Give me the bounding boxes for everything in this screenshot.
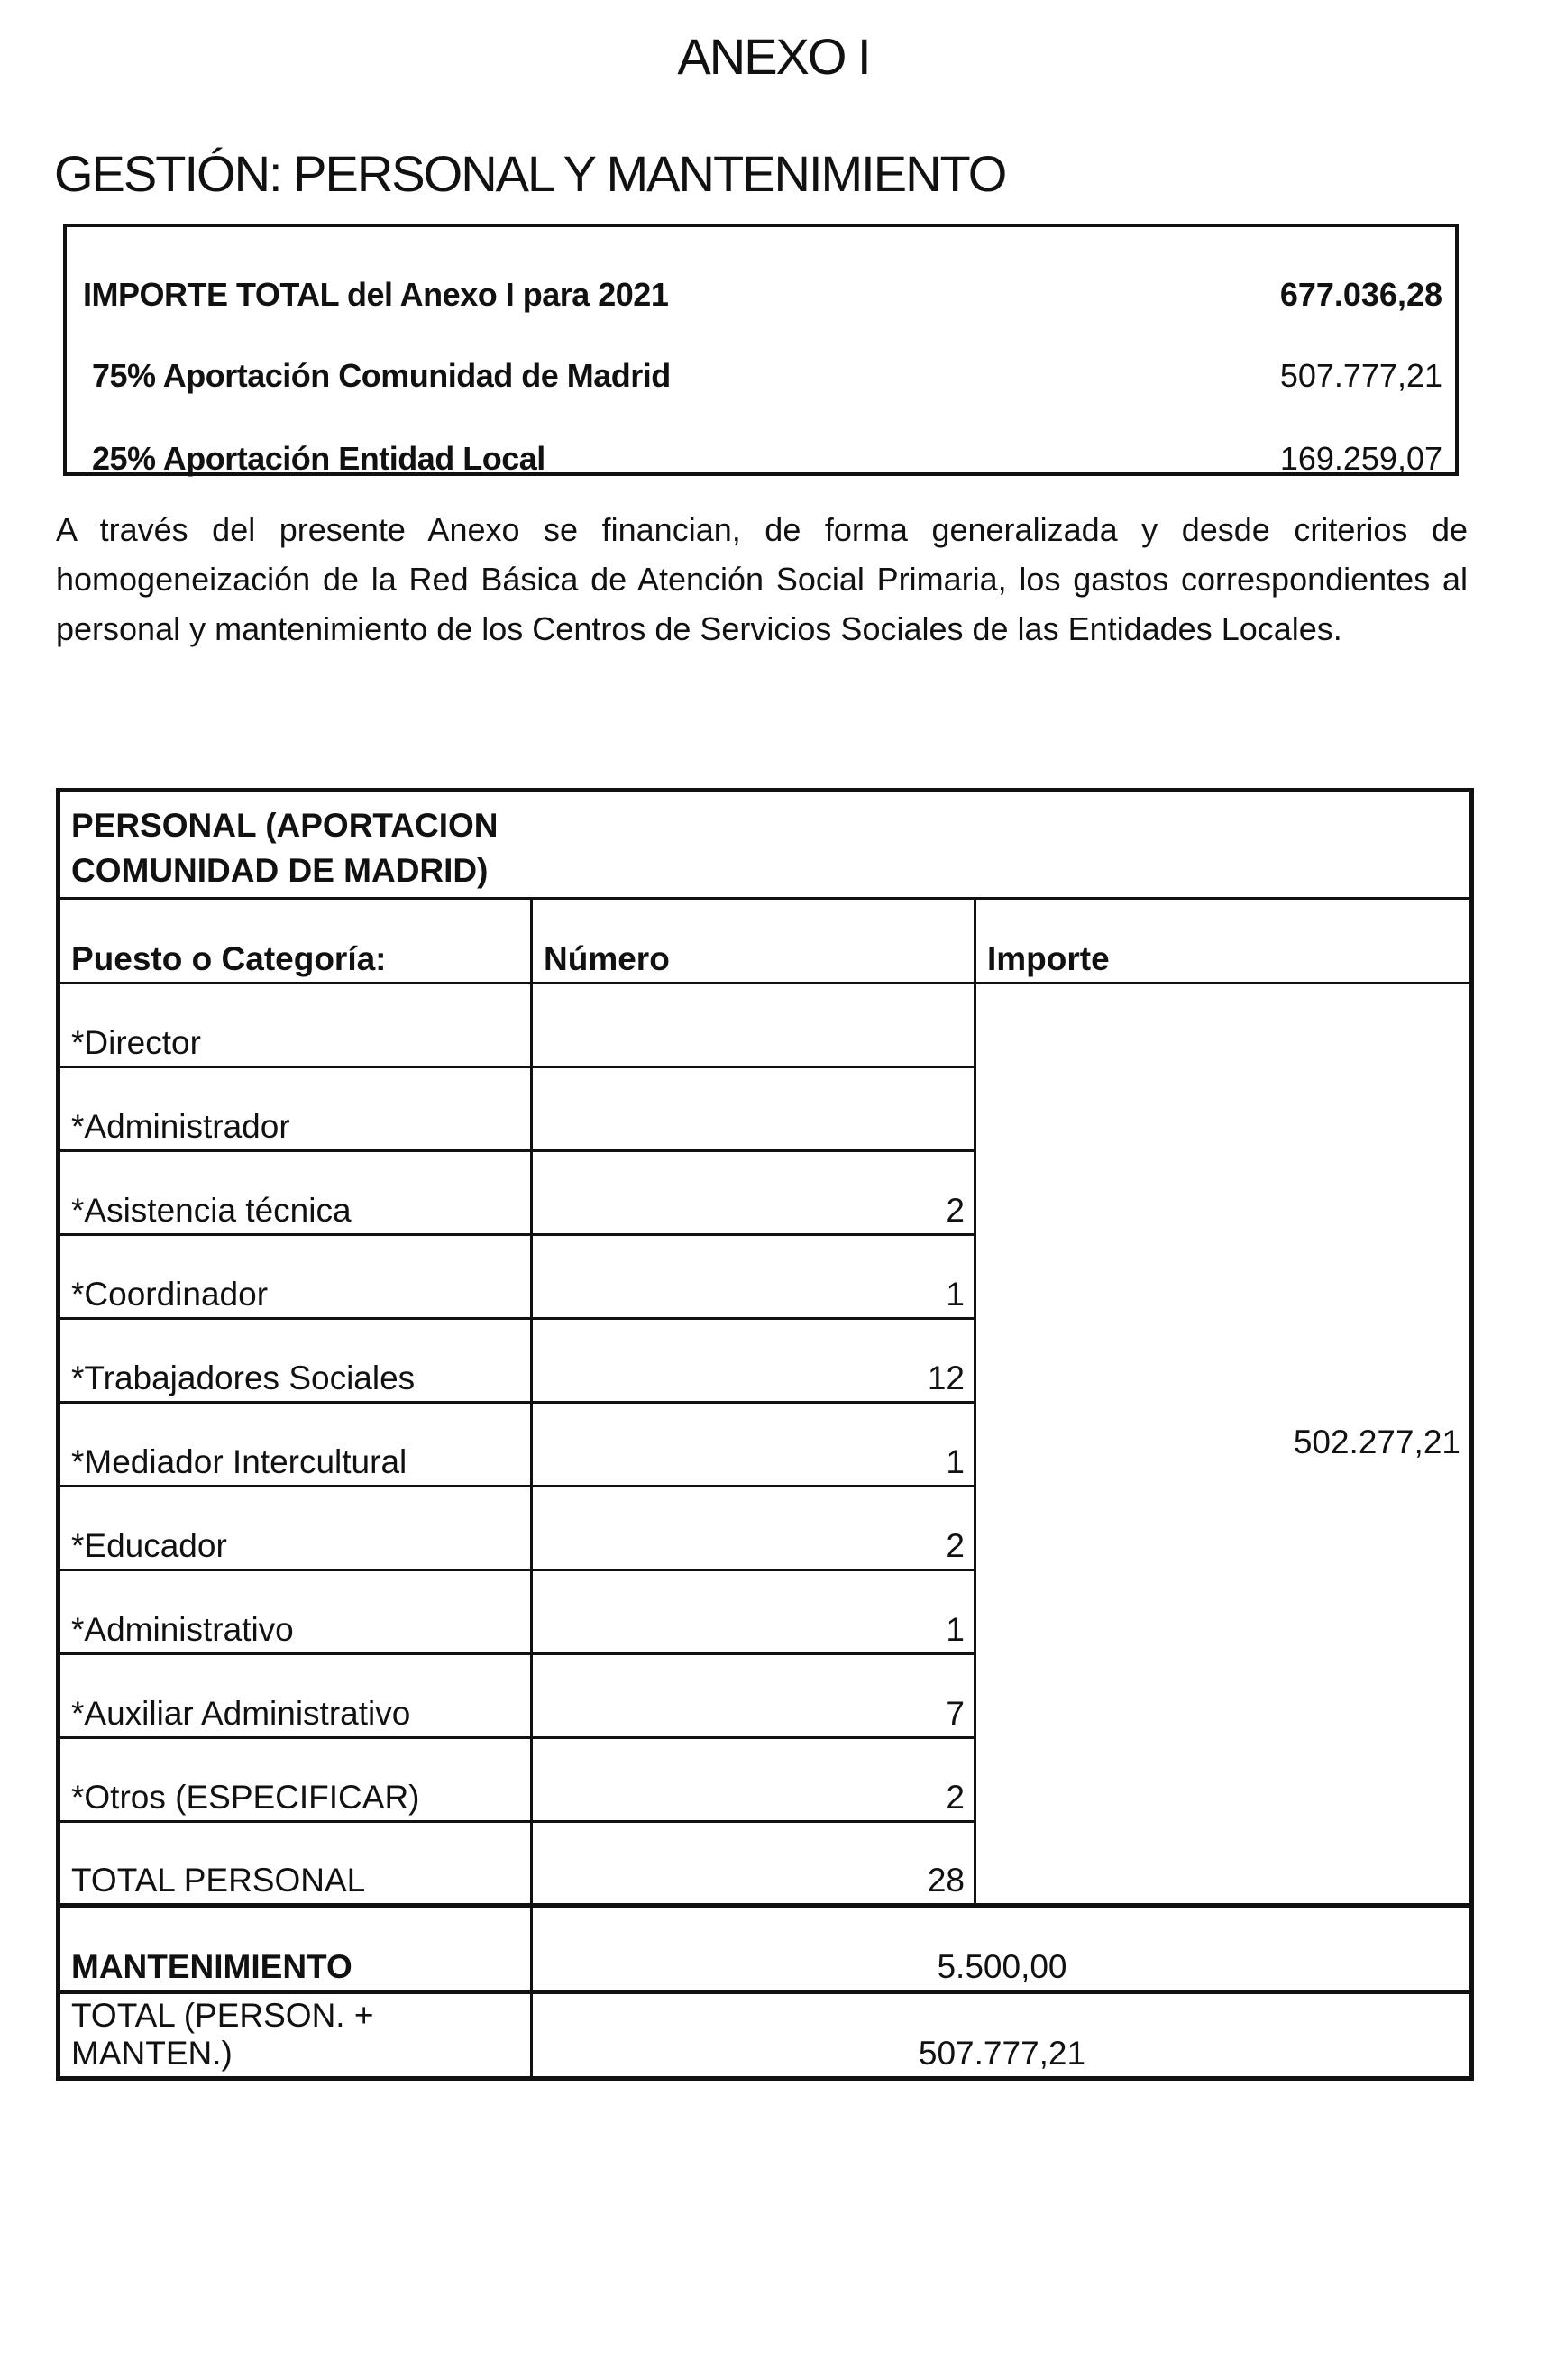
cell-puesto: *Mediador Intercultural	[59, 1403, 532, 1487]
table-title	[59, 791, 1472, 899]
cell-puesto: *Auxiliar Administrativo	[59, 1654, 532, 1738]
cell-numero: 1	[532, 1570, 975, 1654]
total-label: TOTAL (PERSON. + MANTEN.)	[59, 1992, 532, 2079]
cell-numero: 2	[532, 1487, 975, 1570]
cell-puesto: *Educador	[59, 1487, 532, 1570]
header-puesto: Puesto o Categoría:	[59, 899, 532, 984]
cell-numero: 12	[532, 1319, 975, 1403]
cell-numero: 28	[532, 1822, 975, 1906]
total-value: 507.777,21	[532, 1992, 1472, 2079]
section-title: GESTIÓN: PERSONAL Y MANTENIMIENTO	[54, 145, 1006, 202]
cell-puesto: TOTAL PERSONAL	[59, 1822, 532, 1906]
personal-table	[56, 788, 1474, 2081]
cell-numero: 1	[532, 1403, 975, 1487]
header-importe: Importe	[975, 899, 1472, 984]
summary-label: 75% Aportación Comunidad de Madrid	[92, 357, 671, 394]
cell-numero: 1	[532, 1235, 975, 1319]
table-title-line2: COMUNIDAD DE MADRID)	[71, 852, 489, 889]
summary-row-entidad	[92, 427, 1442, 478]
intro-paragraph: A través del presente Anexo se financian, de forma generalizada y desde criterios de homogeneización de la Red Básica de Atención Social Primaria, los gastos correspondientes al personal y mantenimiento de los Centros de Servicios Sociales de las Entidades Locales.	[56, 511, 1468, 647]
cell-numero	[532, 1067, 975, 1151]
cell-puesto: *Director	[59, 984, 532, 1067]
summary-value: 169.259,07	[1279, 440, 1442, 477]
mantenimiento-label: MANTENIMIENTO	[59, 1906, 532, 1992]
cell-puesto: *Trabajadores Sociales	[59, 1319, 532, 1403]
table-title-line1: PERSONAL (APORTACION	[71, 807, 499, 844]
cell-puesto: *Otros (ESPECIFICAR)	[59, 1738, 532, 1822]
cell-puesto: *Coordinador	[59, 1235, 532, 1319]
cell-importe-personal: 502.277,21	[975, 984, 1472, 1906]
cell-numero	[532, 984, 975, 1067]
mantenimiento-value: 5.500,00	[532, 1906, 1472, 1992]
summary-label: IMPORTE TOTAL del Anexo I para 2021	[83, 276, 669, 313]
header-numero: Número	[532, 899, 975, 984]
summary-row-total	[83, 263, 1442, 314]
cell-puesto: *Administrador	[59, 1067, 532, 1151]
total-row	[59, 1992, 1472, 2079]
cell-numero: 7	[532, 1654, 975, 1738]
summary-box	[63, 224, 1459, 476]
page-title: ANEXO I	[677, 28, 870, 85]
cell-numero: 2	[532, 1151, 975, 1235]
table-row	[59, 984, 1472, 1067]
table-title-row	[59, 791, 1472, 899]
mantenimiento-row	[59, 1906, 1472, 1992]
cell-puesto: *Asistencia técnica	[59, 1151, 532, 1235]
column-header-row	[59, 899, 1472, 984]
summary-row-comunidad	[92, 344, 1442, 395]
summary-label: 25% Aportación Entidad Local	[92, 440, 545, 477]
cell-numero: 2	[532, 1738, 975, 1822]
summary-value: 507.777,21	[1279, 357, 1442, 394]
cell-puesto: *Administrativo	[59, 1570, 532, 1654]
summary-value: 677.036,28	[1279, 276, 1442, 313]
